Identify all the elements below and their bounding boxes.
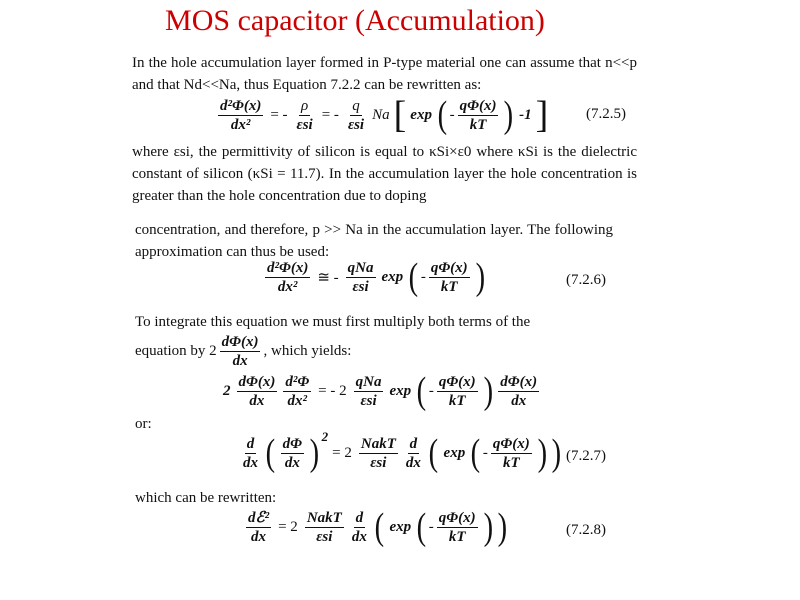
equation-number-7-2-5: (7.2.5) xyxy=(586,106,626,122)
q-fraction: $\frac{q}{\text{εsi}}$ xyxy=(347,97,365,133)
paragraph-permittivity: where εsi, the permittivity of silicon is equal to κSi×ε0 where κSi is the dielectric constant of silicon (κSi = 11.7). In the accumulation layer the hole concentration is greater than the hole concentration due to doping xyxy=(132,144,637,204)
or-label: or: xyxy=(135,416,152,432)
equation-number-7-2-6: (7.2.6) xyxy=(566,272,606,288)
equation-number-7-2-7: (7.2.7) xyxy=(566,448,606,464)
rho-fraction: $\frac{\rho}{\text{εsi}}$ xyxy=(296,97,313,133)
slide-title: MOS capacitor (Accumulation) xyxy=(165,4,545,37)
paragraph-integrate: To integrate this equation we must first multiply both terms of the xyxy=(135,314,531,330)
equation-number-7-2-8: (7.2.8) xyxy=(566,522,606,538)
paragraph-approximation: concentration, and therefore, p >> Na in the accumulation layer. The following approximation can thus be used: xyxy=(135,222,613,260)
equation-7-2-6: $\frac{\text{d²Φ(x)}}{\text{dx²}}$ ≅ - $\frac{\text{qNa}}{\text{εsi}}$ exp ( - $\frac{q\Phi(x)}{kT}$ ) xyxy=(267,256,485,298)
rewritten-label: which can be rewritten: xyxy=(135,490,277,506)
multiply-line: equation by 2 $\frac{d\Phi(x)}{dx}$ , which yields: xyxy=(135,334,352,369)
equation-multiplied: 2 $\frac{d\Phi(x)}{dx}$ $\frac{\text{d²Φ}}{\text{dx²}}$ = - 2 $\frac{\text{qNa}}{\text{εsi}}$ exp ( - $\frac{q\Phi(x)}{kT}$ ) $\frac{d\Phi(x)}{dx}$ xyxy=(223,370,538,412)
lhs-fraction: $\frac{\text{d²Φ(x)}}{\text{dx²}}$ xyxy=(220,97,262,133)
exp-argument: $\frac{q\Phi(x)}{kT}$ xyxy=(459,97,497,133)
equation-7-2-5: $\frac{\text{d²Φ(x)}}{\text{dx²}}$ = - $\frac{\rho}{\text{εsi}}$ = - $\frac{q}{\text{εsi}}$ Na [ exp ( - $\frac{q\Phi(x)}{kT}$ ) -1 ] xyxy=(220,94,549,136)
equation-7-2-8: $\frac{\text{dℰ²}}{dx}$ = 2 $\frac{\text{NakT}}{\text{εsi}}$ $\frac{d}{dx}$ ( exp ( - $\frac{q\Phi(x)}{kT}$ ) ) xyxy=(248,506,508,548)
paragraph-accumulation-assumption: In the hole accumulation layer formed in P-type material one can assume that n<<p and that Nd<<Na, thus Equation 7.2.2 can be rewritten as: xyxy=(132,55,637,93)
equation-7-2-7: $\frac{d}{dx}$ ( $\frac{d\Phi}{dx}$ ) 2 = 2 $\frac{\text{NakT}}{\text{εsi}}$ $\frac{d}{dx}$ ( exp ( - $\frac{q\Phi(x)}{kT}$ ) ) xyxy=(243,429,562,474)
